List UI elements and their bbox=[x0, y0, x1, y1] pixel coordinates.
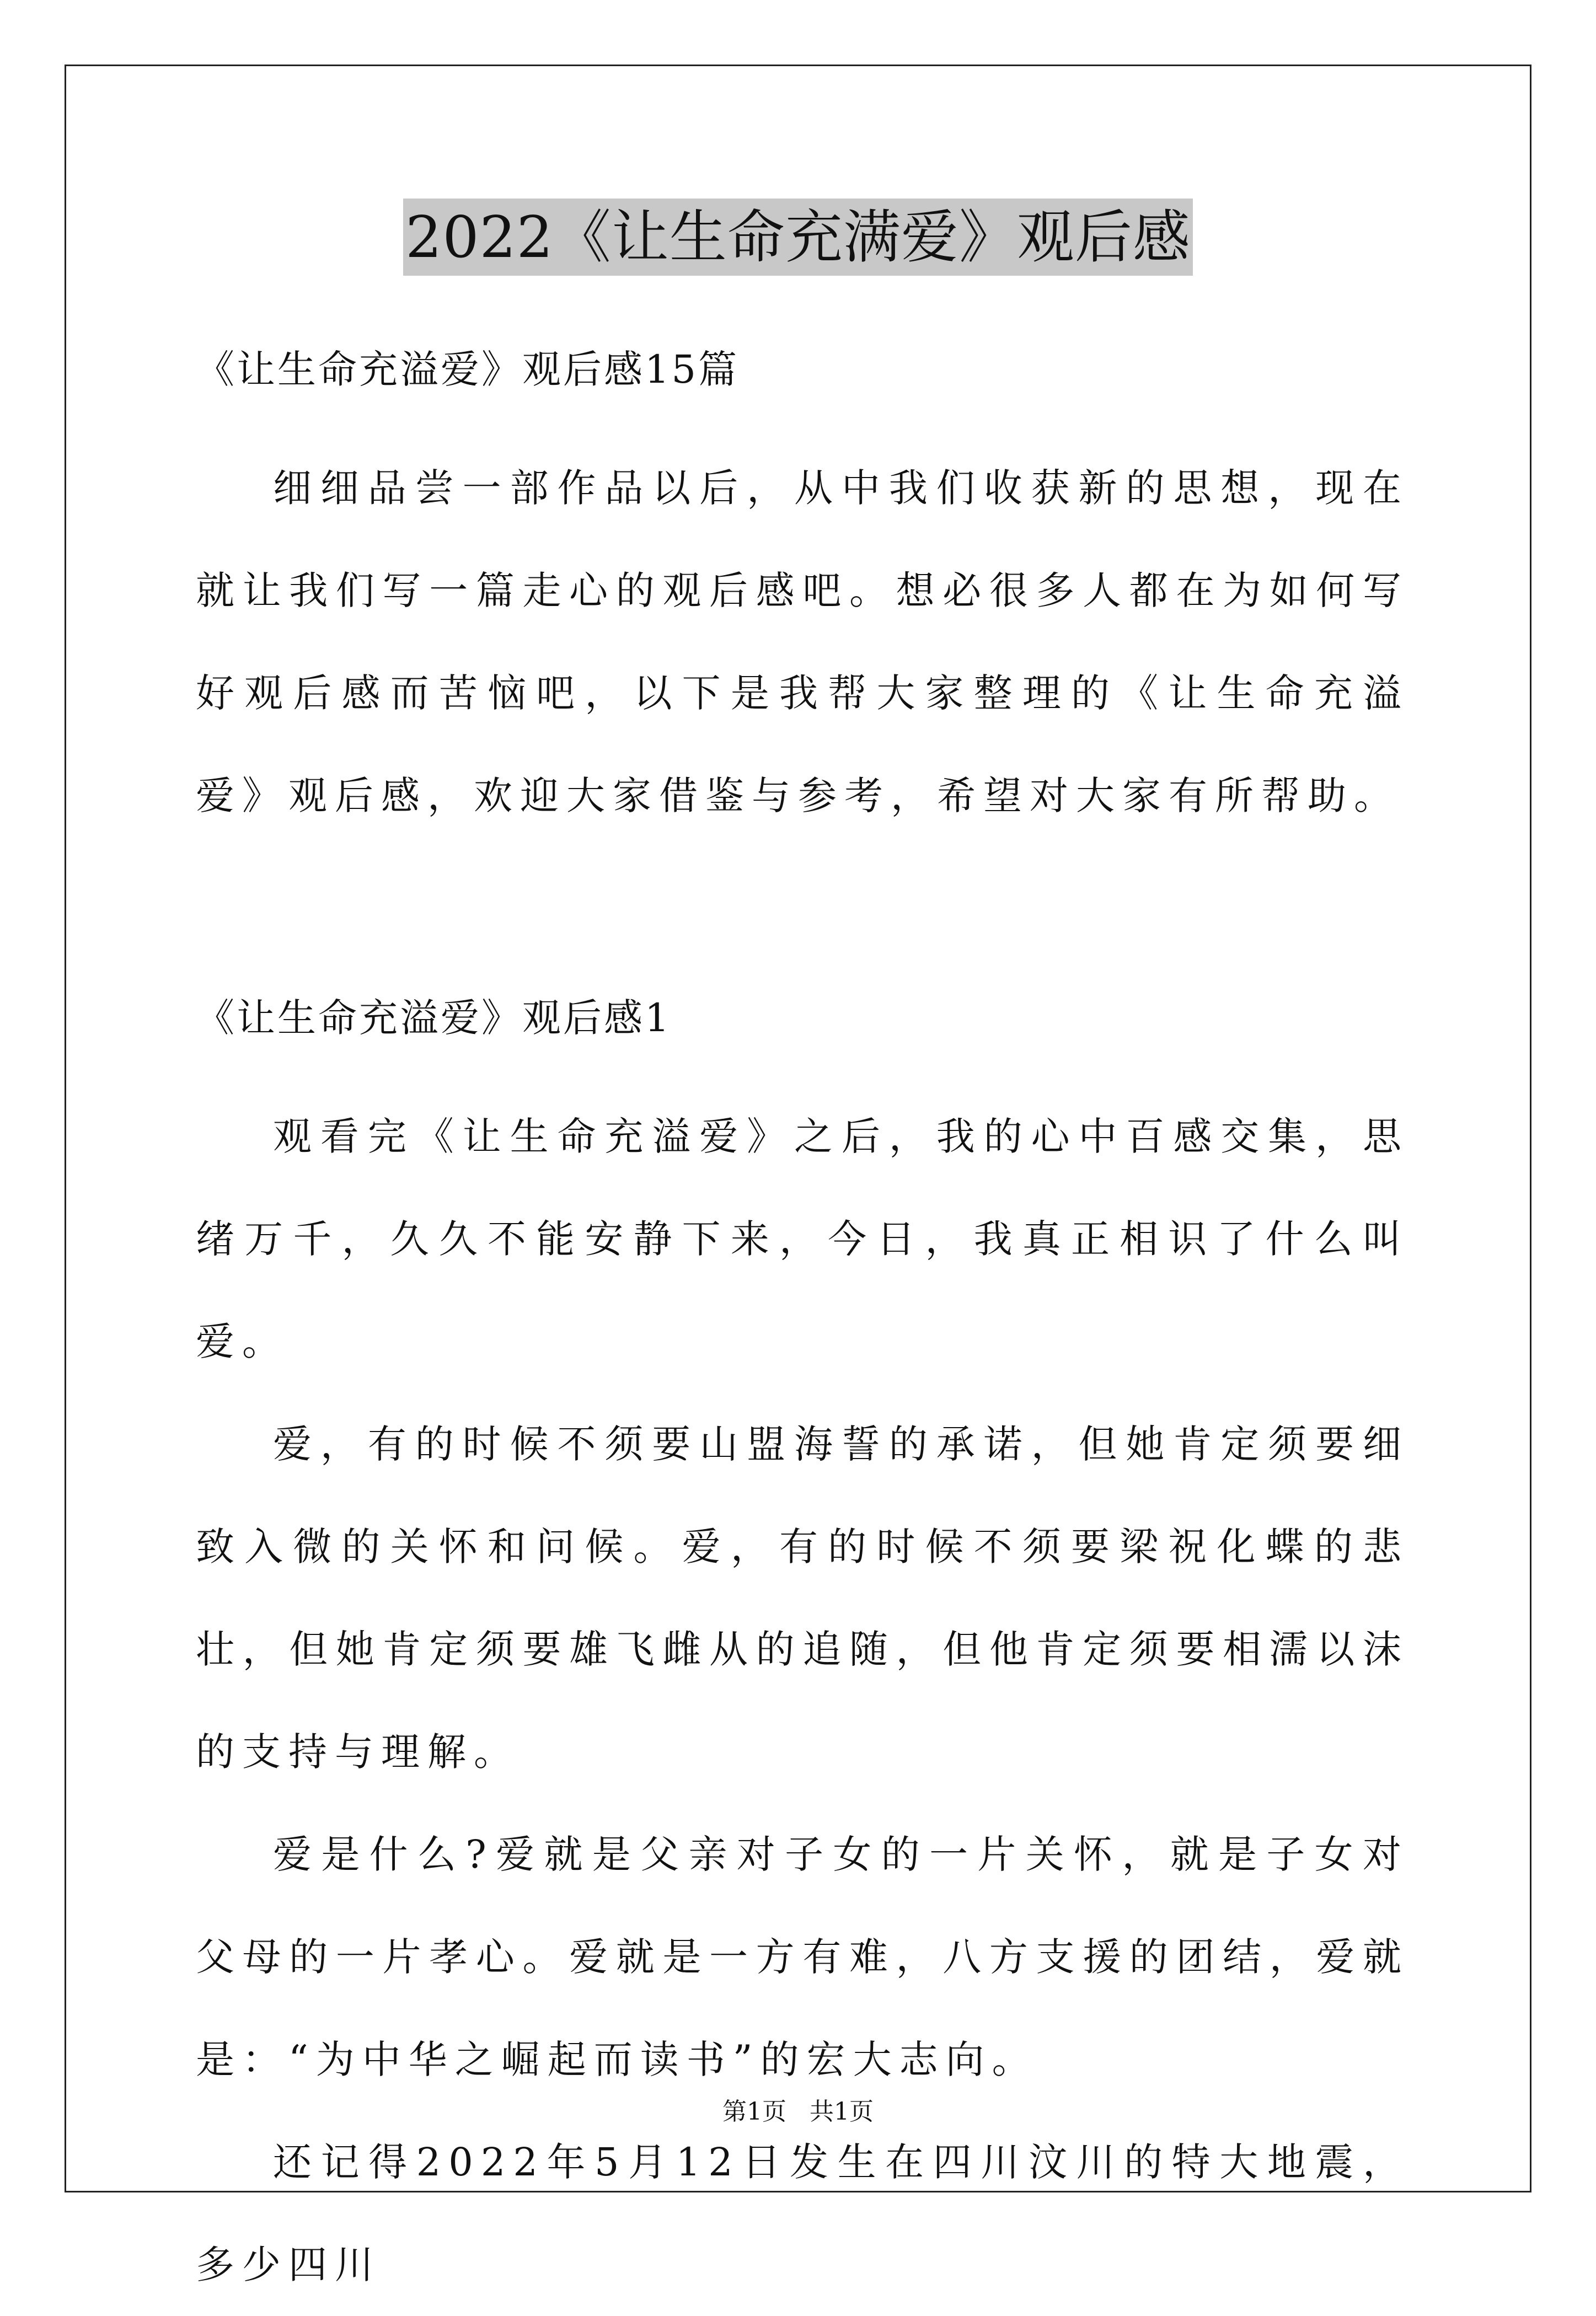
document-title: 2022《让生命充满爱》观后感 bbox=[403, 199, 1193, 276]
body-paragraph: 爱，有的时候不须要山盟海誓的承诺，但她肯定须要细致入微的关怀和问候。爱，有的时候不须要梁祝化蝶的悲壮，但她肯定须要雄飞雌从的追随，但他肯定须要相濡以沫的支持与理解。 bbox=[196, 1422, 1409, 1774]
body-paragraph: 爱是什么?爱就是父亲对子女的一片关怀，就是子女对父母的一片孝心。爱就是一方有难，八方支援的团结，爱就是：“为中华之崛起而读书”的宏大志向。 bbox=[196, 1832, 1409, 2082]
intro-paragraph: 细细品尝一部作品以后，从中我们收获新的思想，现在就让我们写一篇走心的观后感吧。想必很多人都在为如何写好观后感而苦恼吧，以下是我帮大家整理的《让生命充溢爱》观后感，欢迎大家借鉴与参考，希望对大家有所帮助。 bbox=[196, 465, 1409, 818]
page-number: 第1页 共1页 bbox=[722, 2098, 874, 2126]
title-container bbox=[0, 199, 1596, 276]
spacer bbox=[196, 847, 1409, 990]
body-paragraph: 还记得2022年5月12日发生在四川汶川的特大地震，多少四川 bbox=[196, 2140, 1409, 2287]
body-paragraph: 观看完《让生命充溢爱》之后，我的心中百感交集，思绪万千，久久不能安静下来，今日，我真正相识了什么叫爱。 bbox=[196, 1114, 1409, 1364]
document-body bbox=[196, 342, 1409, 2316]
section-heading: 《让生命充溢爱》观后感1 bbox=[196, 995, 672, 1041]
document-subtitle: 《让生命充溢爱》观后感15篇 bbox=[196, 347, 740, 392]
spacer bbox=[196, 397, 1409, 437]
spacer bbox=[196, 1046, 1409, 1085]
